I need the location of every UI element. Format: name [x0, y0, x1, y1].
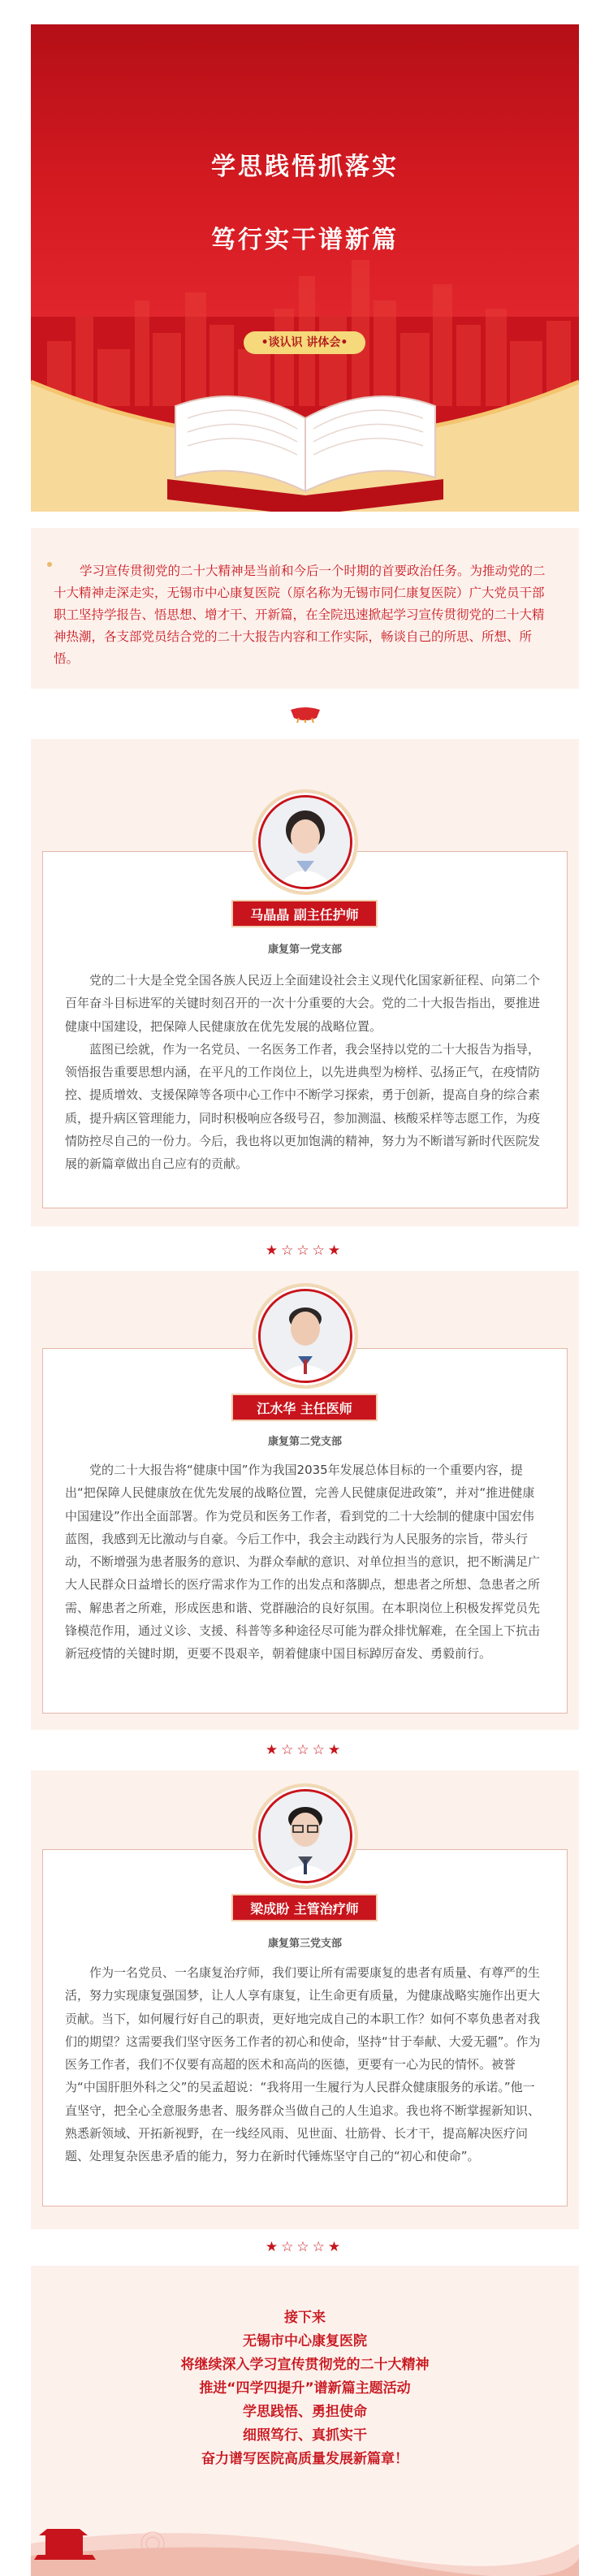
red-ribbon-icon: [289, 705, 322, 723]
star-divider-1: ★☆☆☆★: [265, 1243, 344, 1259]
bullet-dot-icon: [47, 562, 52, 567]
avatar-1: [261, 797, 350, 887]
card-2-body: [65, 1459, 546, 1666]
name-tag-3: 梁成盼 主管治疗师: [231, 1894, 378, 1921]
intro-paragraph: 学习宣传贯彻党的二十大精神是当前和今后一个时期的首要政治任务。为推动党的二十大精神走深走实，无锡市中心康复医院（原名称为无锡市同仁康复医院）广大党员干部职工坚持学报告、悟思想、增才干、开新篇，在全院迅速掀起学习宣传贯彻党的二十大精神热潮，各支部党员结合党的二十大报告内容和工作实际，畅谈自己的所思、所想、所悟。: [54, 564, 546, 666]
hero-banner: [31, 24, 579, 512]
hero-tag-badge: •谈认识 讲体会•: [244, 331, 365, 354]
card-1-paragraph: 蓝图已绘就，作为一名党员、一名医务工作者，我会坚持以党的二十大报告为指导，领悟报告重要思想内涵，在平凡的工作岗位上，以先进典型为榜样、弘扬正气，在疫情防控、提质增效、支援保障等各项中心工作中不断学习探索，勇于创新，提高自身的综合素质，提升病区管理能力，同时积极响应各级号召，参加测温、核酸采样等志愿工作，为疫情防控尽自己的一份力。今后，我也将以更加饱满的精神，努力为不断谱写新时代医院发展的新篇章做出自己应有的贡献。: [65, 1041, 541, 1172]
closing-panel: [31, 2266, 579, 2576]
closing-line: 学思践悟、勇担使命: [243, 2404, 367, 2420]
party-branch-3: 康复第三党支部: [267, 1938, 342, 1950]
closing-message: [31, 2306, 579, 2471]
card-2-paragraph: 党的二十大报告将“健康中国”作为我国2035年发展总体目标的一个重要内容，提出“把保障人民健康放在优先发展的战略位置，完善人民健康促进政策”，并对“推进健康中国建设”作出全面部署。作为党员和医务工作者，看到党的二十大绘制的健康中国宏伟蓝图，我感到无比激动与自豪。今后工作中，我会主动践行为人民服务的宗旨，带头行动，不断增强为患者服务的意识、为群众奉献的意识、对单位担当的意识，把不断满足广大人民群众日益增长的医疗需求作为工作的出发点和落脚点，想患者之所想、急患者之所需、解患者之所难，形成医患和谐、党群融洽的良好氛围。在本职岗位上积极发挥党员先锋模范作用，通过义诊、支援、科普等多种途径尽可能为群众排忧解难，在全国上下抗击新冠疫情的关键时期，更要不畏艰辛，朝着健康中国目标踔厉奋发、勇毅前行。: [65, 1463, 541, 1662]
closing-line: 奋力谱写医院高质量发展新篇章！: [201, 2451, 408, 2467]
male-doctor-portrait-icon: [261, 1291, 350, 1381]
hero-title-line2: 笃行实干谱新篇: [211, 226, 399, 254]
card-3-body: [65, 1961, 546, 2168]
closing-line: 推进“四学四提升”谱新篇主题活动: [199, 2380, 411, 2397]
avatar-2: [261, 1291, 350, 1381]
party-branch-1: 康复第一党支部: [267, 944, 342, 956]
card-1-body: [65, 969, 546, 1176]
hero-title-line1: 学思践悟抓落实: [211, 153, 399, 181]
closing-line: 接下来: [284, 2310, 326, 2326]
card-1-paragraph: 党的二十大是全党全国各族人民迈上全面建设社会主义现代化国家新征程、向第二个百年奋斗目标进军的关键时刻召开的一次十分重要的大会。党的二十大报告指出，要推进健康中国建设，把保障人民健康放在优先发展的战略位置。: [65, 973, 541, 1034]
avatar-ring-2: [253, 1283, 358, 1389]
star-divider-3: ★☆☆☆★: [265, 2239, 344, 2255]
closing-line: 无锡市中心康复医院: [243, 2333, 367, 2349]
avatar-ring-1: [253, 789, 358, 895]
closing-line: 将继续深入学习宣传贯彻党的二十大精神: [180, 2357, 430, 2373]
male-therapist-portrait-icon: [261, 1792, 350, 1881]
name-tag-2: 江水华 主任医师: [231, 1394, 378, 1421]
avatar-ring-3: [253, 1783, 358, 1889]
star-divider-2: ★☆☆☆★: [265, 1742, 344, 1758]
female-portrait-icon: [261, 797, 350, 887]
avatar-3: [261, 1792, 350, 1881]
name-tag-1: 马晶晶 副主任护师: [231, 900, 378, 927]
party-branch-2: 康复第二党支部: [267, 1436, 342, 1448]
open-book-icon: [151, 357, 460, 512]
card-3-paragraph: 作为一名党员、一名康复治疗师，我们要让所有需要康复的患者有质量、有尊严的生活，努力实现康复强国梦，让人人享有康复，让生命更有质量，为健康战略实施作出更大贡献。当下，如何履行好自己的职责，更好地完成自己的本职工作？如何不辜负患者对我们的期望？这需要我们坚守医务工作者的初心和使命，坚持“甘于奉献、大爱无疆”。作为医务工作者，我们不仅要有高超的医术和高尚的医德，更要有一心为民的情怀。被誉为“中国肝胆外科之父”的吴孟超说：“我将用一生履行为人民群众健康服务的承诺。”他一直坚守，把全心全意服务患者、服务群众当做自己的人生追求。我也将不断掌握新知识、熟悉新领域、开拓新视野，在一线经风雨、见世面、壮筋骨、长才干，提高解决医疗问题、处理复杂医患矛盾的能力，努力在新时代锤炼坚守自己的“初心和使命”。: [65, 1965, 541, 2164]
closing-line: 细照笃行、真抓实干: [243, 2427, 367, 2444]
intro-panel: [31, 528, 579, 689]
tiananmen-decoration-graphic: [31, 2487, 579, 2576]
